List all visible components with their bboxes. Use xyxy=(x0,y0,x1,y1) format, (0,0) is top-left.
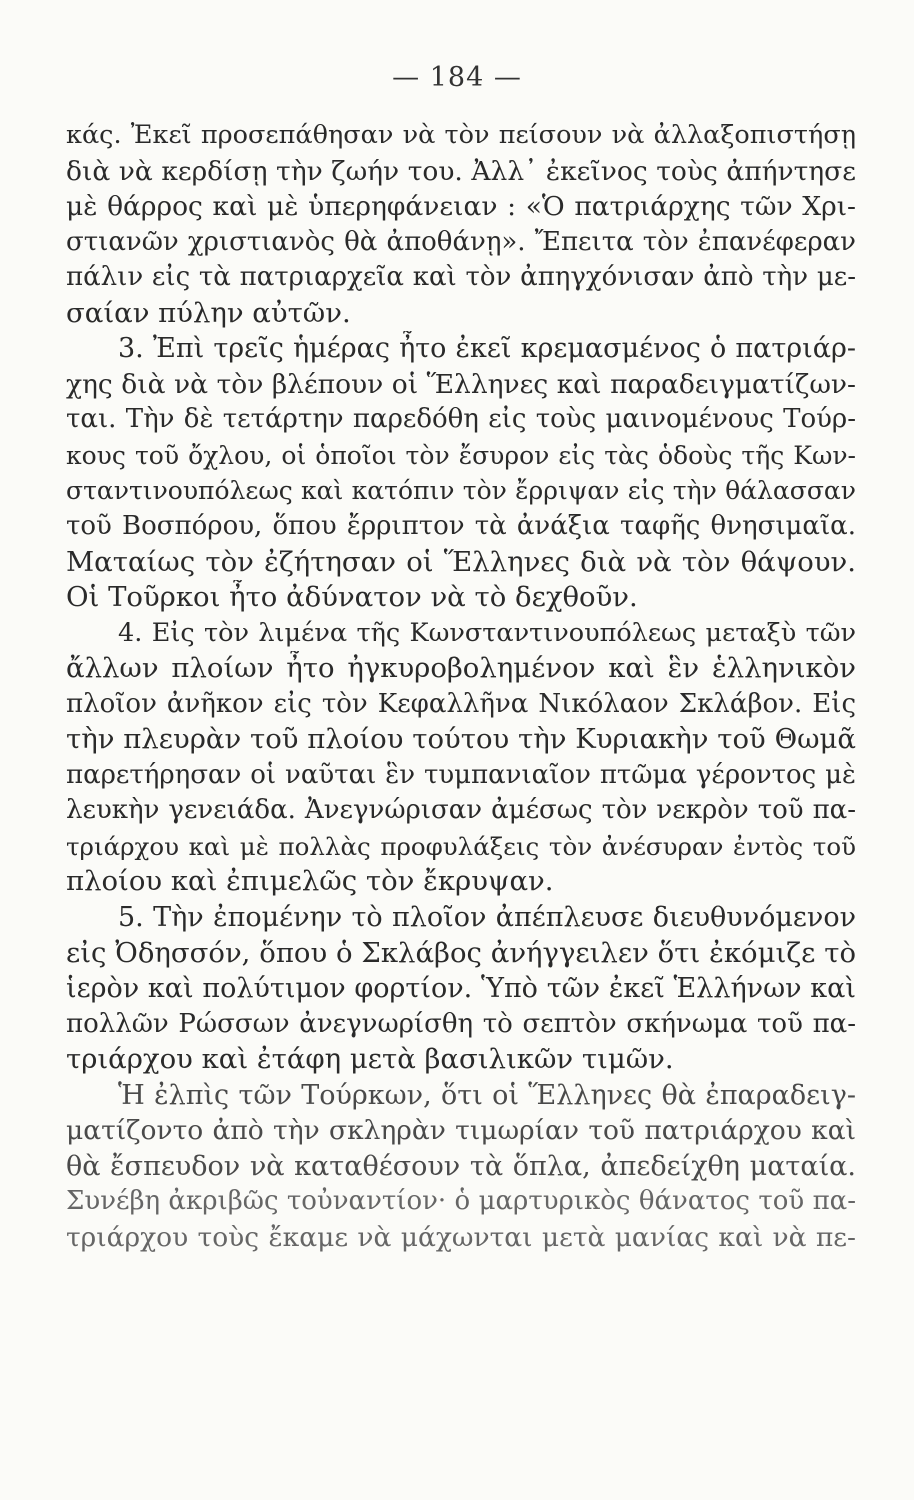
text-line: πάλιν εἰς τὰ πατριαρχεῖα καὶ τὸν ἀπηγχόνισαν ἀπὸ τὴν με- xyxy=(66,262,856,293)
text-line: τριάρχου καὶ μὲ πολλὰς προφυλάξεις τὸν ἀνέσυραν ἐντὸς τοῦ xyxy=(66,831,856,861)
text-line: τριάρχου καὶ ἐτάφη μετὰ βασιλικῶν τιμῶν. xyxy=(66,1043,674,1076)
text-line: ἱερὸν καὶ πολύτιμον φορτίον. Ὑπὸ τῶν ἐκεῖ Ἑλλήνων καὶ xyxy=(66,973,856,1005)
text-line: Συνέβη ἀκριβῶς τοὐναντίον· ὁ μαρτυρικὸς θάνατος τοῦ πα- xyxy=(66,1186,856,1217)
text-line: Ματαίως τὸν ἐζήτησαν οἱ Ἕλληνες διὰ νὰ τὸν θάψουν. xyxy=(66,545,856,578)
text-line: τριάρχου τοὺς ἔκαμε νὰ μάχωνται μετὰ μανίας καὶ νὰ πε- xyxy=(66,1221,856,1253)
text-line: τοῦ Βοσπόρου, ὅπου ἔρριπτον τὰ ἀνάξια ταφῆς θνησιμαῖα. xyxy=(66,511,856,542)
text-line: μὲ θάρρος καὶ μὲ ὑπερηφάνειαν : «Ὁ πατριάρχης τῶν Χρι- xyxy=(66,191,856,223)
text-line: ἄλλων πλοίων ἦτο ἠγκυροβολημένον καὶ ἓν ἑλληνικὸν xyxy=(66,652,856,685)
text-line: εἰς Ὀδησσόν, ὅπου ὁ Σκλάβος ἀνήγγειλεν ὅτι ἐκόμιζε τὸ xyxy=(66,936,856,969)
text-line: πλοίου καὶ ἐπιμελῶς τὸν ἔκρυψαν. xyxy=(66,865,554,898)
page-number: — 184 — xyxy=(392,62,522,93)
body-text xyxy=(66,118,856,1256)
text-line: σαίαν πύλην αὐτῶν. xyxy=(66,296,351,329)
text-line: 4. Εἰς τὸν λιμένα τῆς Κωνσταντινουπόλεως μεταξὺ τῶν xyxy=(118,617,856,648)
text-line: στιανῶν χριστιανὸς θὰ ἀποθάνῃ». Ἔπειτα τὸν ἐπανέφεραν xyxy=(66,226,856,257)
text-line: θὰ ἔσπευδον νὰ καταθέσουν τὰ ὅπλα, ἀπεδείχθη ματαία. xyxy=(66,1150,856,1182)
text-line: σταντινουπόλεως καὶ κατόπιν τὸν ἔρριψαν εἰς τὴν θάλασσαν xyxy=(66,476,856,506)
text-line: παρετήρησαν οἱ ναῦται ἓν τυμπανιαῖον πτῶμα γέροντος μὲ xyxy=(66,759,856,790)
text-line: 5. Τὴν ἐπομένην τὸ πλοῖον ἀπέπλευσε διευθυνόμενον xyxy=(118,902,856,934)
text-line: τὴν πλευρὰν τοῦ πλοίου τούτου τὴν Κυριακὴν τοῦ Θωμᾶ xyxy=(66,723,856,756)
text-line: κάς. Ἐκεῖ προσεπάθησαν νὰ τὸν πείσουν νὰ ἀλλαξοπιστήσῃ xyxy=(66,120,856,150)
text-line: κους τοῦ ὄχλου, οἱ ὁποῖοι τὸν ἔσυρον εἰς τὰς ὁδοὺς τῆς Κων- xyxy=(66,440,856,470)
text-line: ματίζοντο ἀπὸ τὴν σκληρὰν τιμωρίαν τοῦ πατριάρχου καὶ xyxy=(66,1115,856,1147)
text-line: πολλῶν Ρώσσων ἀνεγνωρίσθη τὸ σεπτὸν σκήνωμα τοῦ πα- xyxy=(66,1008,856,1039)
text-line: Οἱ Τοῦρκοι ἦτο ἀδύνατον νὰ τὸ δεχθοῦν. xyxy=(66,581,638,614)
text-line: χης διὰ νὰ τὸν βλέπουν οἱ Ἕλληνες καὶ παραδειγματίζων- xyxy=(66,368,856,400)
text-line: λευκὴν γενειάδα. Ἀνεγνώρισαν ἀμέσως τὸν νεκρὸν τοῦ πα- xyxy=(66,795,856,826)
text-line: ται. Τὴν δὲ τετάρτην παρεδόθη εἰς τοὺς μαινομένους Τούρ- xyxy=(66,404,856,435)
text-line: πλοῖον ἀνῆκον εἰς τὸν Κεφαλλῆνα Νικόλαον Σκλάβον. Εἰς xyxy=(66,688,856,719)
text-line: 3. Ἐπὶ τρεῖς ἡμέρας ἦτο ἐκεῖ κρεμασμένος ὁ πατριάρ- xyxy=(118,333,856,365)
text-line: Ἡ ἐλπὶς τῶν Τούρκων, ὅτι οἱ Ἕλληνες θὰ ἐπαραδειγ- xyxy=(118,1079,856,1111)
text-line: διὰ νὰ κερδίσῃ τὴν ζωήν του. Ἀλλ᾽ ἐκεῖνος τοὺς ἀπήντησε xyxy=(66,155,856,187)
